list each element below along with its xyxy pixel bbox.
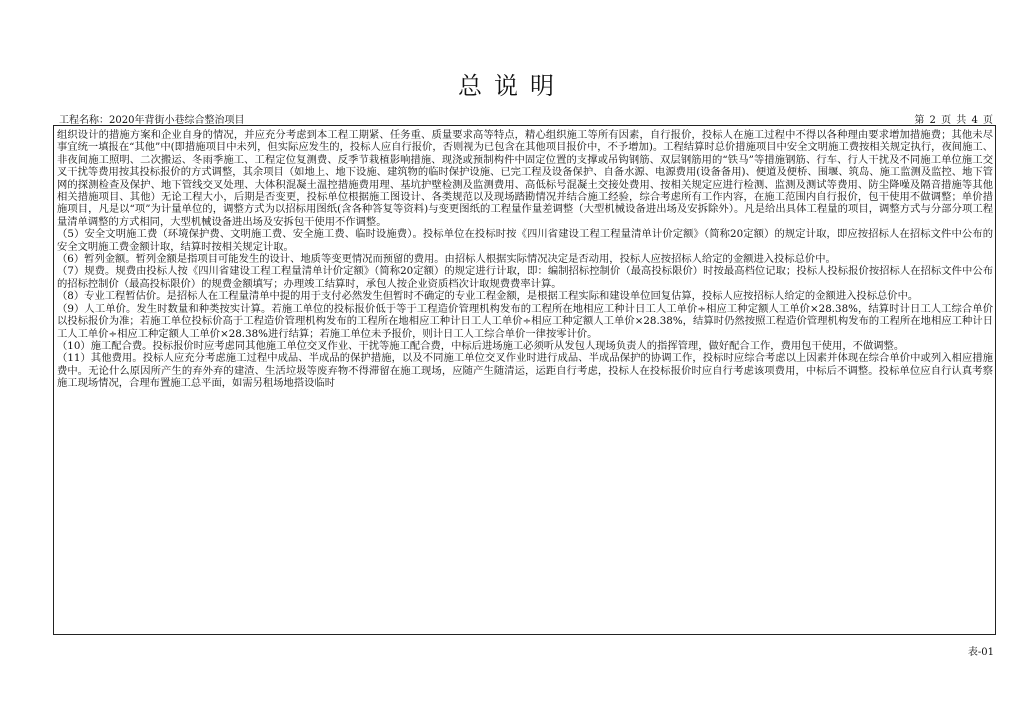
paragraph-provisional-estimate: （8）专业工程暂估价。是招标人在工程量清单中提的用于支付必然发生但暂时不确定的专业工程金额，是根据工程实际和建设单位回复估算，投标人应按招标人给定的金额进入投标总价中。 [57,290,919,303]
paragraph-coordination-fee: （10）施工配合费。投标报价时应考虑同其他施工单位交叉作业、干扰等施工配合费，中标后进场施工必须听从发包人现场负责人的指挥管理，做好配合工作，费用包干使用，不做调整。 [57,339,905,352]
paragraph-safety-fee: （5）安全文明施工费（环境保护费、文明施工费、安全施工费、临时设施费）。投标单位在投标时按《四川省建设工程工程量清单计价定额》（简称20定额）的规定计取，即应按招标人在招标文件中公布的安全文明施工费金额计取，结算时按相关规定计取。 [57,228,993,253]
project-name: 工程名称：2020年背街小巷综合整治项目 [59,115,245,126]
paragraph-other-fees: （11）其他费用。投标人应充分考虑施工过程中成品、半成品的保护措施，以及不同施工单位交叉作业时进行成品、半成品保护的协调工作，投标时应综合考虑以上因素并体现在综合单价中或列入相应措施费中。无论什么原因所产生的弃外弃的建渣、生活垃圾等废弃物不得滞留在施工现场，应随产生随清运，运距自行考虑，投标人在投标报价时应自行考虑该项费用，中标后不调整。投标单位应自行认真考察施工现场情况，合理布置施工总平面，如需另租场地搭设临时 [57,352,993,390]
paragraph-provisional-sum: （6）暂列金额。暂列金额是指项目可能发生的设计、地质等变更情况而预留的费用。由招标人根据实际情况决定是否动用，投标人应按招标人给定的金额进入投标总价中。 [57,253,836,266]
paragraph-labor-unit-price: （9）人工单价。发生时数量和种类按实计算。若施工单位的投标报价低于等于工程造价管理机构发布的工程所在地相应工种计日工人工单价÷相应工种定额人工单价×28.38%，结算时计日工人工综合单价以投标报价为准；若施工单位投标价高于工程造价管理机构发布的工程所在地相应工种计日工人工单价÷相应工种定额人工单价×28.38%，结算时仍然按照工程造价管理机构发布的工程所在地相应工种计日工人工单价÷相应工种定额人工单价×28.38%进行结算；若施工单位未予报价，则计日工人工综合单价一律按零计价。 [57,302,993,340]
page-title: 总说明 [458,72,566,100]
page-number: 第 2 页 共 4 页 [914,115,994,126]
description-body [57,129,993,390]
form-code: 表-01 [967,647,994,658]
paragraph-regulatory-fee: （7）规费。规费由投标人按《四川省建设工程工程量清单计价定额》（简称20定额）的规定进行计取，即：编制招标控制价（最高投标限价）时按最高档位记取；投标人投标报价按招标人在招标文件中公布的招标控制价（最高投标限价）的规费金额填写；办理竣工结算时，承包人按企业资质档次计取规费费率计算。 [57,265,993,290]
paragraph-measures-continued: 组织设计的措施方案和企业自身的情况，并应充分考虑到本工程工期紧、任务重、质量要求高等特点，精心组织施工等所有因素，自行报价，投标人在施工过程中不得以各种理由要求增加措施费；其他未尽事宜统一填报在“其他”中(即措施项目中未列，但实际应发生的，投标人应自行报价，否则视为已包含在其他项目报价中，不予增加)。工程结算时总价措施项目中安全文明施工费按相关规定执行，夜间施工、非夜间施工照明、二次搬运、冬雨季施工、工程定位复测费、反季节栽植影响措施、现浇或预制构件中固定位置的支撑或吊钩钢筋、双层钢筋用的“铁马”等措施钢筋、行车、行人干扰及不同施工单位施工交叉干扰等费用按其投标报价的方式调整，其余项目（如地上、地下设施、建筑物的临时保护设施、已完工程及设备保护、自备水源、电源费用(设备备用)、便道及便桥、围堰、筑岛、施工监测及监控、地下管网的探测检查及保护、地下管线交叉处理、大体积混凝土温控措施费用理、基坑护壁检测及监测费用、高低标号混凝土交接处费用、按相关规定应进行检测、监测及测试等费用、防尘降噪及隔音措施等其他相关措施项目、其他）无论工程大小，后期是否变更，投标单位根据施工图设计、各类规范以及现场踏勘情况并结合施工经验，综合考虑所有工作内容，在施工范围内自行报价，包干使用不做调整；单价措施项目，凡是以“项”为计量单位的，调整方式为以招标用图纸(含各种答复等资料)与变更图纸的工程量作量差调整（大型机械设备进出场及安拆除外）。凡是给出具体工程量的项目，调整方式与分部分项工程量清单调整的方式相同，大型机械设备进出场及安拆包干使用不作调整。 [57,129,993,228]
